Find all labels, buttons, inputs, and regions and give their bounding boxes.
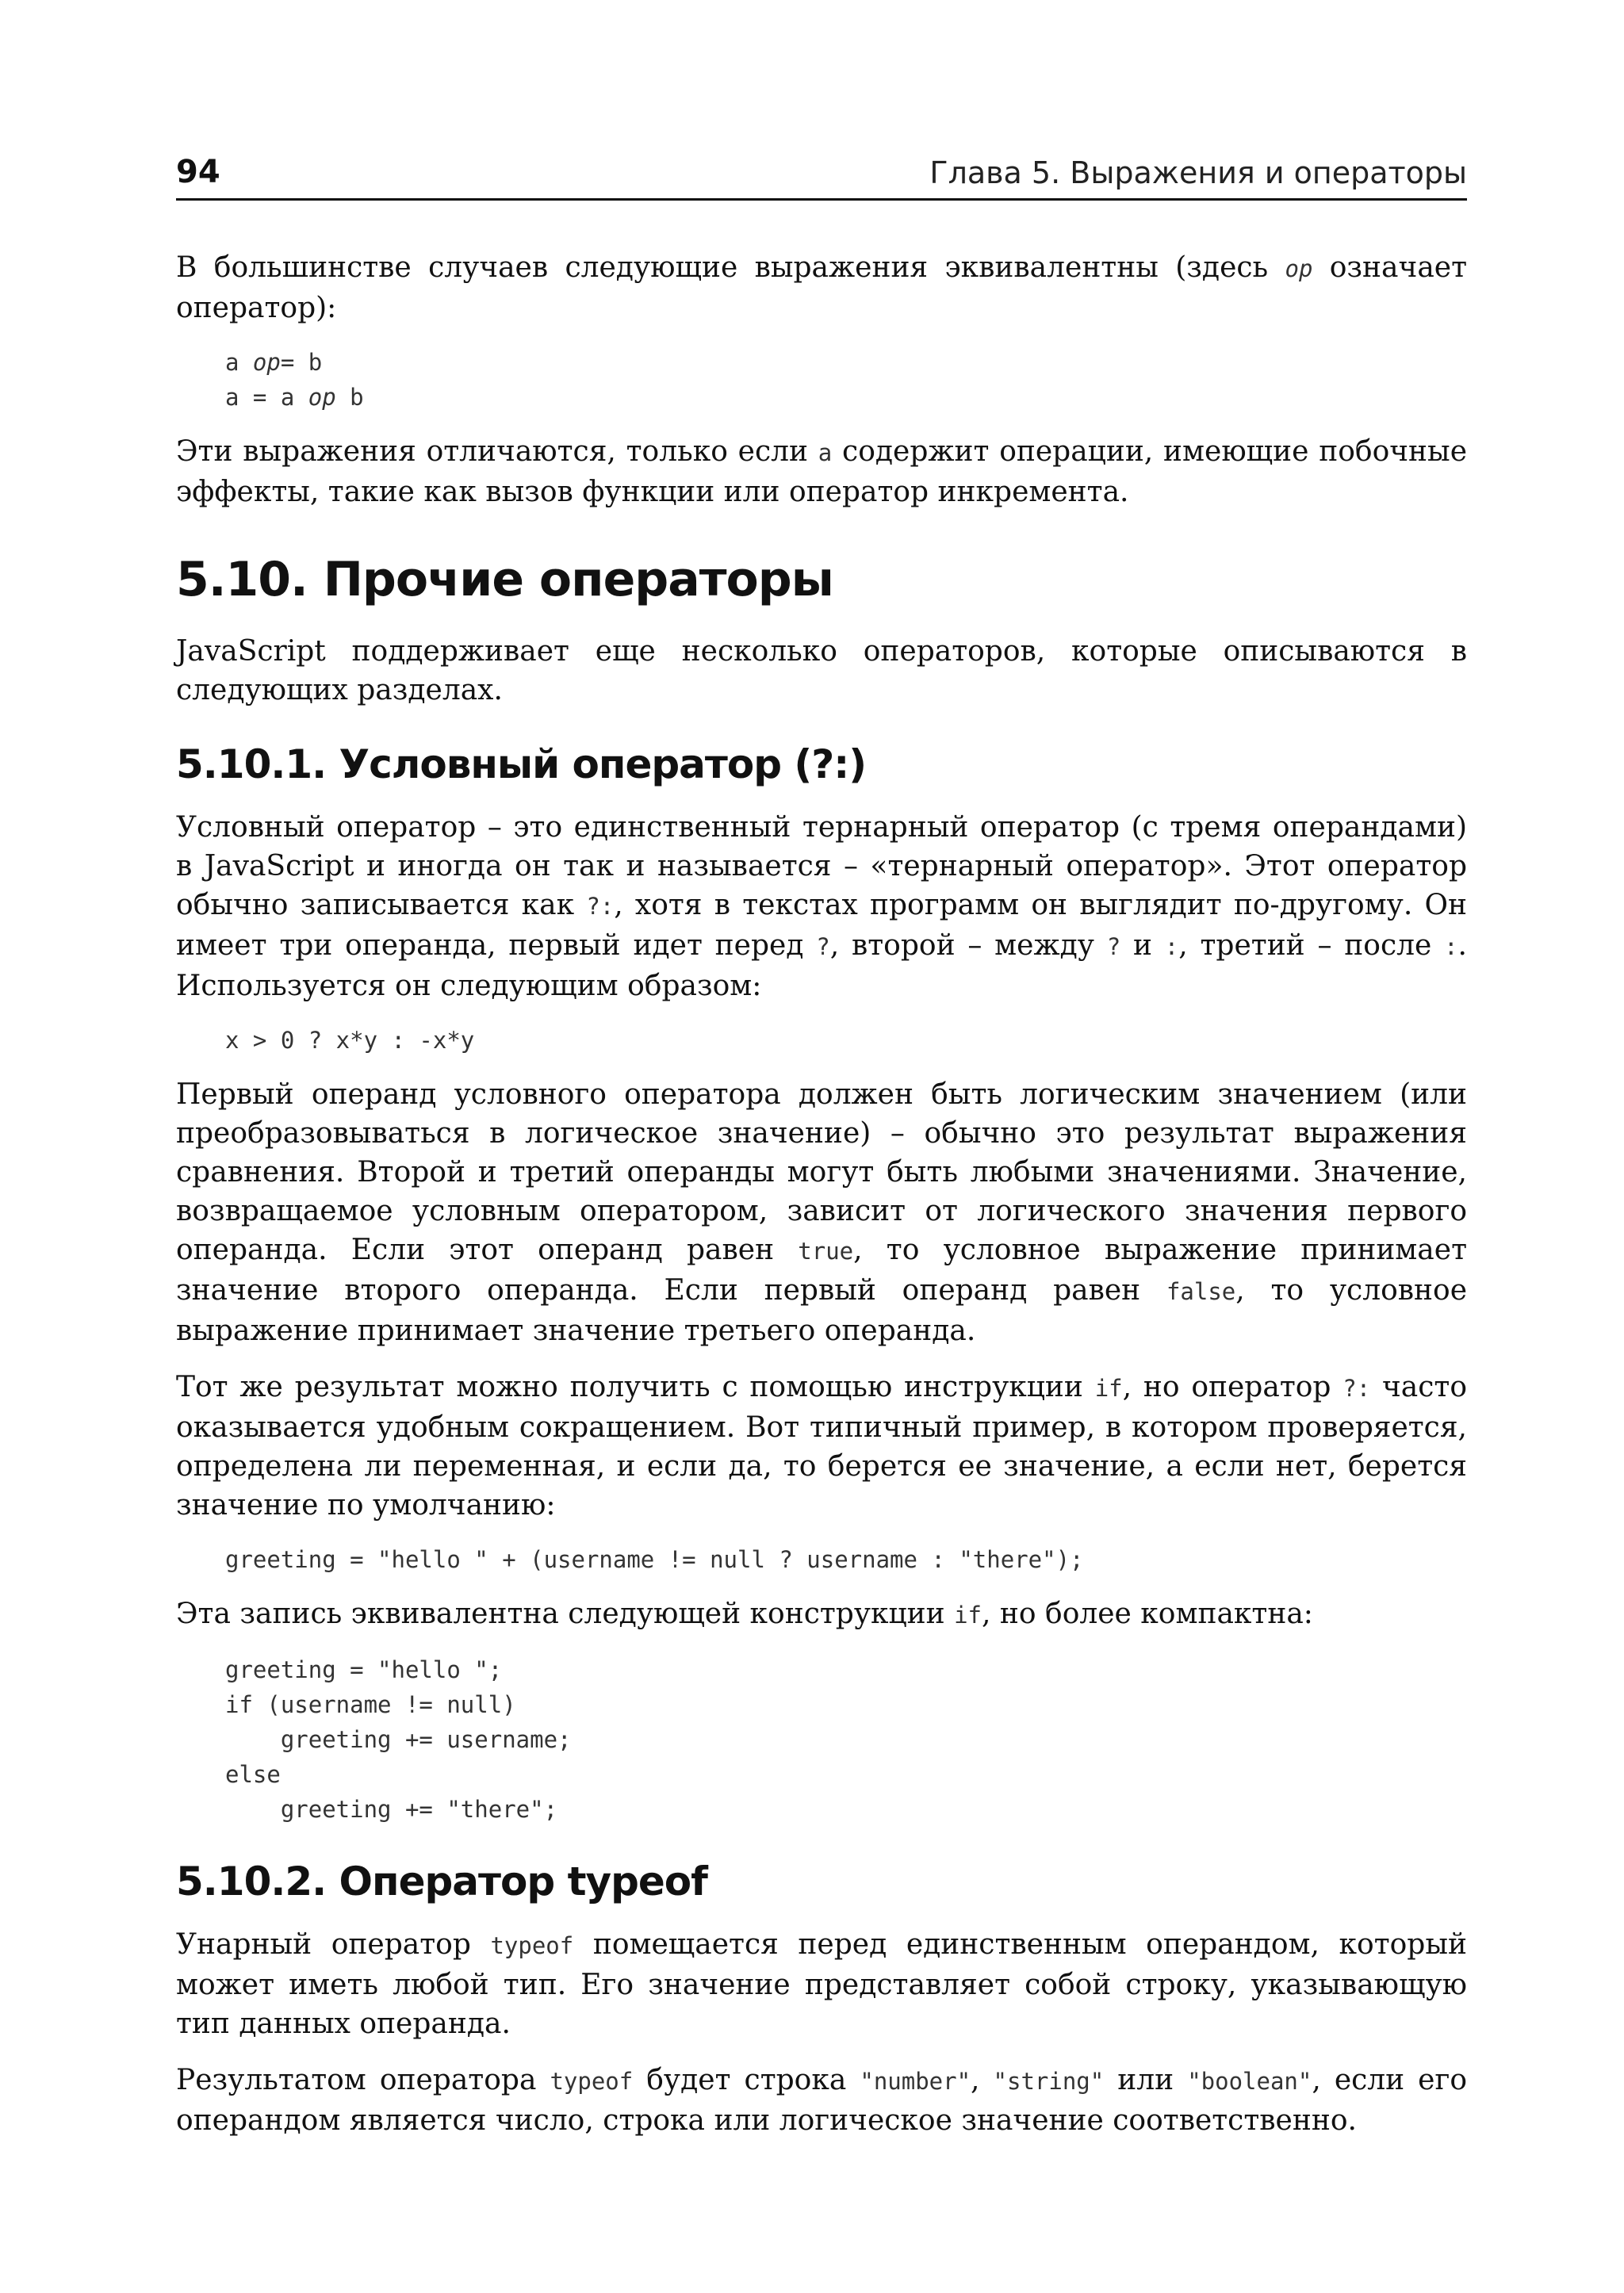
code-block-ternary: x > 0 ? x*y : -x*y [225, 1027, 475, 1054]
code-block-greeting-ternary: greeting = "hello " + (username != null ? username : "there"); [225, 1546, 1084, 1573]
intro-paragraph-1: В большинстве случаев следующие выражения эквивалентны (здесь op означает оператор): [176, 251, 1467, 324]
section-heading-5-10-2: 5.10.2. Оператор typeof [176, 1859, 707, 1904]
book-page [176, 149, 1467, 2157]
code-block-greeting-if: greeting = "hello "; if (username != null) greeting += username; else greeting += "there"; [225, 1656, 572, 1823]
section-heading-5-10: 5.10. Прочие операторы [176, 552, 833, 607]
conditional-paragraph-2: Первый операнд условного оператора должен быть логическим значением (или преобразовываться в логическое значение) – обычно это результат выражения сравнения. Второй и третий операнды могут быть любыми значениями. Значение, возвращаемое условным оператором, зависит от логического значения первого операнда. Если этот операнд равен true, то условное выражение принимает значение второго операнда. Если первый операнд равен false, то условное выражение принимает значение третьего операнда. [176, 1078, 1468, 1347]
typeof-paragraph-2: Результатом оператора typeof будет строка "number", "string" или "boolean", если его операндом является число, строка или логическое значение соответственно. [176, 2064, 1468, 2137]
section-heading-5-10-1: 5.10.1. Условный оператор (?:) [176, 741, 867, 787]
conditional-paragraph-4: Эта запись эквивалентна следующей конструкции if, но более компактна: [176, 1598, 1313, 1630]
running-head [176, 149, 1467, 201]
intro-paragraph-2: Эти выражения отличаются, только если a содержит операции, имеющие побочные эффекты, такие как вызов функции или оператор инкремента. [176, 435, 1467, 508]
conditional-paragraph-1: Условный оператор – это единственный тернарный оператор (с тремя операндами) в JavaScript и иногда он так и называется – «тернарный оператор». Этот оператор обычно записывается как ?:, хотя в текстах программ он выглядит по-другому. Он имеет три операнда, первый идет перед ?, второй – между ? и :, третий – после :. Используется он следующим образом: [176, 811, 1467, 1002]
chapter-title: Глава 5. Выражения и операторы [929, 155, 1467, 190]
code-block-compound-assignment: a op= b a = a op b [225, 349, 364, 411]
conditional-paragraph-3: Тот же результат можно получить с помощью инструкции if, но оператор ?: часто оказывается удобным сокращением. Вот типичный пример, в котором проверяется, определена ли переменная, и если да, то берется ее значение, а если нет, берется значение по умолчанию: [176, 1371, 1468, 1522]
typeof-paragraph-1: Унарный оператор typeof помещается перед единственным операндом, который может иметь любой тип. Его значение представляет собой строку, указывающую тип данных операнда. [176, 1928, 1467, 2040]
page-number: 94 [176, 154, 220, 190]
section-5-10-paragraph: JavaScript поддерживает еще несколько операторов, которые описываются в следующих разделах. [176, 635, 1467, 706]
